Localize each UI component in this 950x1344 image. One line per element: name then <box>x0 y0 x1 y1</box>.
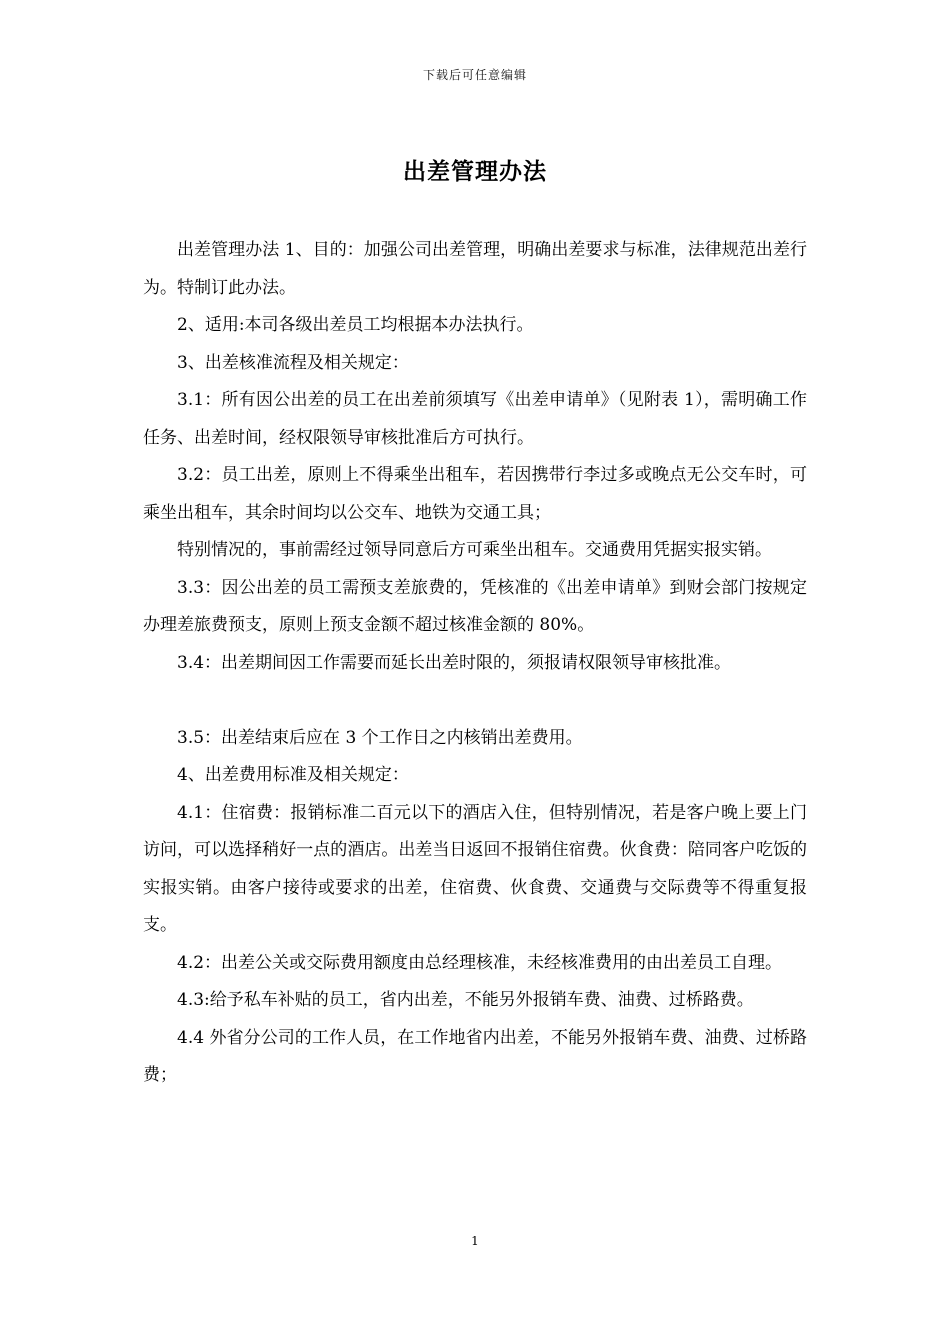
paragraph-4-4: 4.4 外省分公司的工作人员，在工作地省内出差，不能另外报销车费、油费、过桥路费； <box>143 1027 807 1085</box>
paragraph-3-1: 3.1：所有因公出差的员工在出差前须填写《出差申请单》（见附表 1），需明确工作任务、出差时间，经权限领导审核批准后方可执行。 <box>143 390 807 448</box>
paragraph-3-2: 3.2：员工出差，原则上不得乘坐出租车，若因携带行李过多或晚点无公交车时，可乘坐出租车，其余时间均以公交车、地铁为交通工具； <box>143 465 807 523</box>
paragraph-intro: 出差管理办法 1、目的：加强公司出差管理，明确出差要求与标准，法律规范出差行为。特制订此办法。 <box>143 240 807 298</box>
header-note: 下载后可任意编辑 <box>422 68 527 82</box>
document-title: 出差管理办法 <box>403 158 547 185</box>
paragraph-3-3: 3.3：因公出差的员工需预支差旅费的，凭核准的《出差申请单》到财会部门按规定办理差旅费预支，原则上预支金额不超过核准金额的 80%。 <box>143 577 807 635</box>
paragraph-scope: 2、适用:本司各级出差员工均根据本办法执行。 <box>177 315 534 335</box>
document-body <box>143 232 807 1095</box>
paragraph-4-1: 4.1：住宿费：报销标准二百元以下的酒店入住，但特别情况，若是客户晚上要上门访问，可以选择稍好一点的酒店。出差当日返回不报销住宿费。伙食费：陪同客户吃饭的实报实销。由客户接待或要求的出差，住宿费、伙食费、交通费与交际费等不得重复报支。 <box>143 802 807 935</box>
paragraph-3-4: 3.4：出差期间因工作需要而延长出差时限的，须报请权限领导审核批准。 <box>177 652 732 673</box>
paragraph-3-5: 3.5：出差结束后应在 3 个工作日之内核销出差费用。 <box>177 727 583 748</box>
page-number: 1 <box>471 1234 479 1248</box>
paragraph-4-3: 4.3:给予私车补贴的员工，省内出差，不能另外报销车费、油费、过桥路费。 <box>177 990 754 1010</box>
paragraph-4-2: 4.2：出差公关或交际费用额度由总经理核准，未经核准费用的由出差员工自理。 <box>177 952 783 973</box>
paragraph-3-2-cont: 特别情况的，事前需经过领导同意后方可乘坐出租车。交通费用凭据实报实销。 <box>177 540 772 560</box>
paragraph-section-4: 4、出差费用标准及相关规定： <box>177 765 409 785</box>
blank-line <box>143 682 807 720</box>
paragraph-section-3: 3、出差核准流程及相关规定： <box>177 352 409 373</box>
